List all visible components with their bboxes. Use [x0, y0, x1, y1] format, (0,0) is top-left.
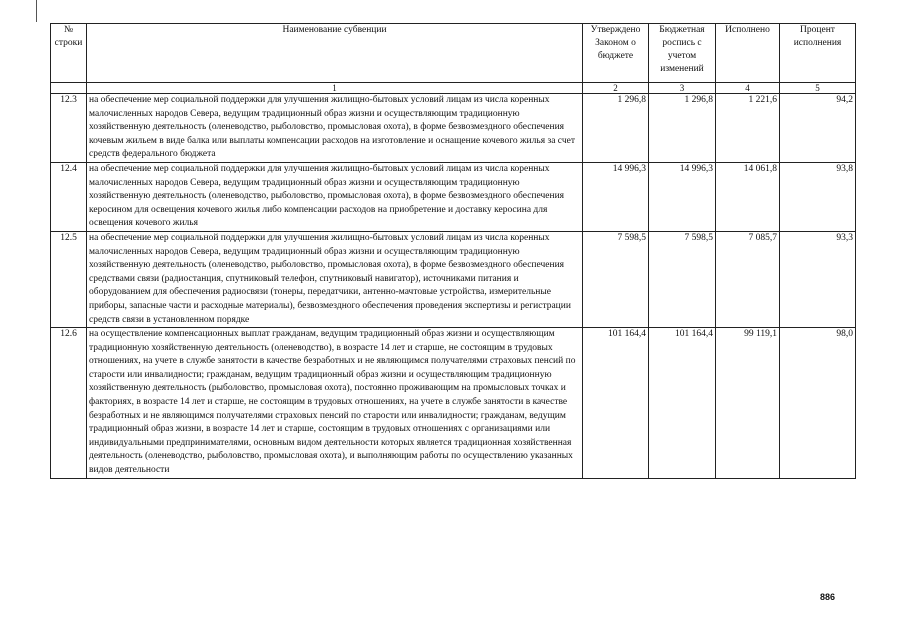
row-number: 12.3: [51, 94, 87, 163]
page-number: 886: [819, 592, 835, 602]
executed-value: 14 061,8: [716, 162, 780, 231]
column-number: 5: [780, 83, 856, 94]
percent-value: 93,8: [780, 162, 856, 231]
column-number-empty: [51, 83, 87, 94]
executed-value: 1 221,6: [716, 94, 780, 163]
subsidy-name: на осуществление компенсационных выплат гражданам, ведущим традиционный образ жизни и осуществляющим традиционную хозяйственную деятельность (оленеводство), в возрасте 14 лет и старше, не состоящим в трудовых отношениях, на учете в службе занятости в качестве безработных и не являющимся получателями страховых пенсий по старости или инвалидности; гражданам, ведущим традиционный образ жизни и осуществляющим традиционную хозяйственную деятельность (рыболовство, промысловая охота), постоянно проживающим на промысловых точках и факториях, в возрасте 14 лет и старше, не состоящим в трудовых отношениях, на учете в службе занятости в качестве безработных и не являющимся получателями страховых пенсий по старости или инвалидности; гражданам, ведущим традиционный образ жизни, в возрасте 14 лет и старше, состоящим в трудовых отношениях с организациями или индивидуальными предпринимателями, основным видом деятельности которых является традиционная хозяйственная деятельность (оленеводство, рыболовство, промысловая охота), и выполняющим работы по осуществлению указанных видов деятельности: [87, 328, 583, 479]
approved-value: 101 164,4: [583, 328, 649, 479]
column-number: 3: [649, 83, 716, 94]
table-row: [51, 328, 856, 479]
budget-value: 101 164,4: [649, 328, 716, 479]
header-row-number: № строки: [51, 24, 87, 83]
budget-value: 7 598,5: [649, 231, 716, 327]
row-number: 12.6: [51, 328, 87, 479]
table-row: [51, 231, 856, 327]
header-row: [51, 24, 856, 83]
subsidy-name: на обеспечение мер социальной поддержки для улучшения жилищно-бытовых условий лицам из числа коренных малочисленных народов Севера, ведущим традиционный образ жизни и осуществляющим традиционную хозяйственную деятельность (оленеводство, рыболовство, промысловая охота), в форме безвозмездного обеспечения кочевым жильем в виде балка или выплаты компенсации расходов на изготовление и оснащение кочевого жилья за счет средств федерального бюджета: [87, 94, 583, 163]
approved-value: 1 296,8: [583, 94, 649, 163]
table-row: [51, 94, 856, 163]
executed-value: 7 085,7: [716, 231, 780, 327]
percent-value: 94,2: [780, 94, 856, 163]
table-row: [51, 162, 856, 231]
header-approved: Утверждено Законом о бюджете: [583, 24, 649, 83]
subsidy-name: на обеспечение мер социальной поддержки для улучшения жилищно-бытовых условий лицам из числа коренных малочисленных народов Севера, ведущим традиционный образ жизни и осуществляющим традиционную хозяйственную деятельность (оленеводство, рыболовство, промысловая охота), в форме безвозмездного обеспечения керосином для освещения кочевого жилья либо компенсации расходов на приобретение и доставку керосина для освещения кочевого жилья: [87, 162, 583, 231]
row-number: 12.5: [51, 231, 87, 327]
column-number: 4: [716, 83, 780, 94]
header-budget-schedule: Бюджетная роспись с учетом изменений: [649, 24, 716, 83]
budget-value: 14 996,3: [649, 162, 716, 231]
budget-value: 1 296,8: [649, 94, 716, 163]
subsidies-table: [50, 23, 856, 479]
approved-value: 7 598,5: [583, 231, 649, 327]
header-subsidy-name: Наименование субвенции: [87, 24, 583, 83]
column-number: 2: [583, 83, 649, 94]
executed-value: 99 119,1: [716, 328, 780, 479]
percent-value: 98,0: [780, 328, 856, 479]
header-percent: Процент исполнения: [780, 24, 856, 83]
percent-value: 93,3: [780, 231, 856, 327]
page-edge-line: [36, 0, 37, 22]
column-number: 1: [87, 83, 583, 94]
approved-value: 14 996,3: [583, 162, 649, 231]
row-number: 12.4: [51, 162, 87, 231]
subsidy-name: на обеспечение мер социальной поддержки для улучшения жилищно-бытовых условий лицам из числа коренных малочисленных народов Севера, ведущим традиционный образ жизни и осуществляющим традиционную хозяйственную деятельность (оленеводство, рыболовство, промысловая охота), в форме безвозмездного обеспечения средствами связи (радиостанция, спутниковый телефон, спутниковый навигатор), источниками питания и оборудованием для обеспечения радиосвязи (тонеры, передатчики, антенно-мачтовые устройства, измерительные приборы, запасные части и расходные материалы), безвозмездного обеспечения проведения экспертизы и регистрации средств связи в установленном порядке: [87, 231, 583, 327]
header-executed: Исполнено: [716, 24, 780, 83]
column-number-row: [51, 83, 856, 94]
